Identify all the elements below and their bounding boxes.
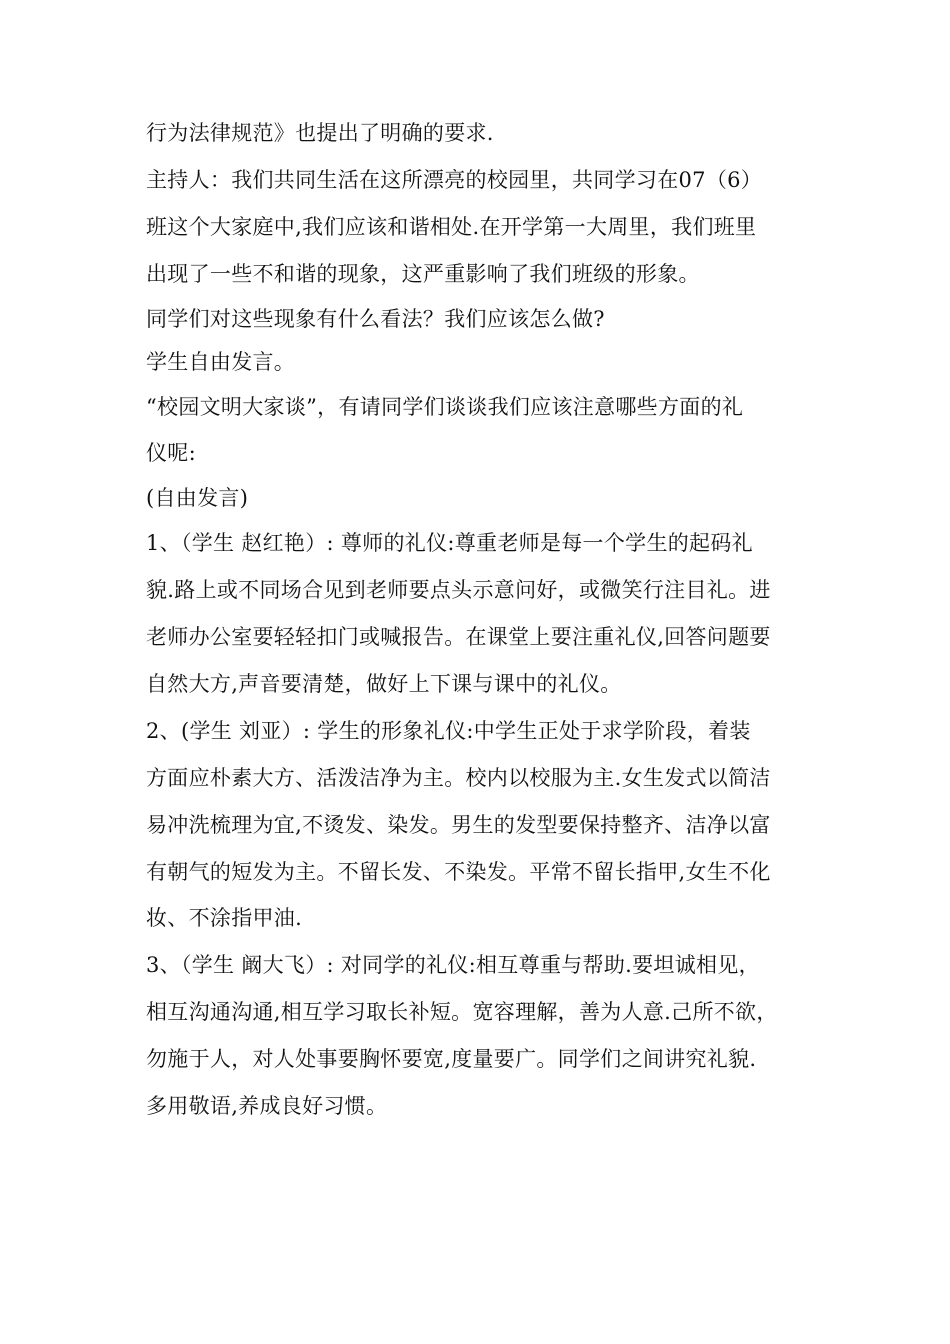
- text-line: 貌.路上或不同场合见到老师要点头示意问好，或微笑行注目礼。进: [146, 578, 771, 603]
- text-line: 勿施于人，对人处事要胸怀要宽,度量要广。同学们之间讲究礼貌.: [146, 1047, 757, 1072]
- text-line: (自由发言): [146, 486, 249, 511]
- text-line: 行为法律规范》也提出了明确的要求.: [146, 121, 494, 145]
- document-body: [146, 110, 810, 1130]
- text-line: 有朝气的短发为主。不留长发、不染发。平常不留长指甲,女生不化: [146, 859, 771, 884]
- text-line: 老师办公室要轻轻扣门或喊报告。在课堂上要注重礼仪,回答问题要: [146, 625, 771, 650]
- text-line: 主持人：我们共同生活在这所漂亮的校园里，共同学习在07（6）: [146, 167, 763, 192]
- text-line: “校园文明大家谈”，有请同学们谈谈我们应该注意哪些方面的礼: [146, 394, 744, 419]
- text-line: 仪呢:: [146, 441, 196, 466]
- text-line: 1、（学生 赵红艳）: 尊师的礼仪:尊重老师是每一个学生的起码礼: [146, 531, 753, 556]
- text-line: 自然大方,声音要清楚，做好上下课与课中的礼仪。: [146, 672, 622, 697]
- text-line: 2、(学生 刘亚）: 学生的形象礼仪:中学生正处于求学阶段，着装: [146, 718, 751, 743]
- text-line: 出现了一些不和谐的现象，这严重影响了我们班级的形象。: [146, 261, 700, 286]
- text-line: 学生自由发言。: [146, 349, 296, 374]
- text-line: 3、（学生 阚大飞）: 对同学的礼仪:相互尊重与帮助.要坦诚相见，: [146, 953, 760, 978]
- text-line: 妆、不涂指甲油.: [146, 906, 303, 931]
- text-line: 班这个大家庭中,我们应该和谐相处.在开学第一大周里，我们班里: [146, 214, 757, 239]
- text-line: 同学们对这些现象有什么看法？我们应该怎么做?: [146, 306, 605, 331]
- text-line: 相互沟通沟通,相互学习取长补短。宽容理解，善为人意.己所不欲，: [146, 1000, 778, 1025]
- text-line: 多用敬语,养成良好习惯。: [146, 1094, 388, 1119]
- text-line: 方面应朴素大方、活泼洁净为主。校内以校服为主.女生发式以简洁: [146, 765, 771, 790]
- text-line: 易冲洗梳理为宜,不烫发、染发。男生的发型要保持整齐、洁净以富: [146, 812, 771, 837]
